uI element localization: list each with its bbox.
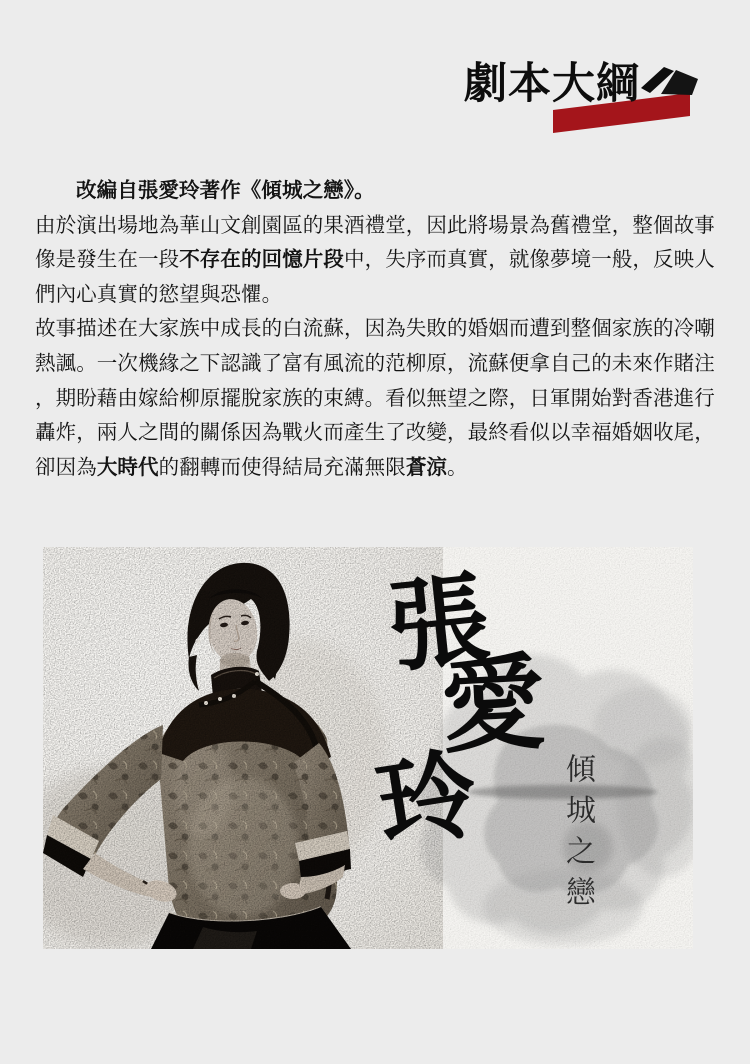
synopsis-bold-text: 不存在的回憶片段 [179,249,345,272]
calligraphy-char-ai: 愛 [438,646,548,767]
synopsis-line [35,347,721,382]
photo-collage [43,547,693,949]
calligraphy-char-ling: 玲 [371,740,485,864]
synopsis-line [35,451,721,486]
synopsis-line [35,174,721,209]
calligraphy-char-zhang: 張 [383,564,495,685]
synopsis-bold-text: 改編自張愛玲著作《傾城之戀》。 [76,180,375,202]
folded-ribbon-icon [634,62,704,98]
synopsis-text: 轟炸，兩人之間的關係因為戰火而產生了改變，最終看似以幸福婚姻收尾， [35,422,715,445]
page-title: 劇本大綱 [464,61,640,108]
synopsis-text: 像是發生在一段 [35,249,180,272]
synopsis-line [35,278,721,313]
synopsis-text: ，期盼藉由嫁給柳原擺脫家族的束縛。看似無望之際，日軍開始對香港進行 [35,387,715,410]
synopsis-text: 的翻轉而使得結局充滿無限 [158,456,406,479]
synopsis-line [35,416,721,451]
synopsis-line [35,312,721,347]
synopsis-text: 們內心真實的慾望與恐懼。 [35,283,283,306]
synopsis-text: 中，失序而真實，就像夢境一般，反映人 [344,249,715,272]
synopsis-text: 由於演出場地為華山文創園區的果酒禮堂，因此將場景為舊禮堂，整個故事 [35,214,715,237]
synopsis-bold-text: 蒼涼 [405,456,448,479]
synopsis-line [35,209,721,244]
synopsis-bold-text: 大時代 [96,456,159,479]
synopsis-text: 故事描述在大家族中成長的白流蘇，因為失敗的婚姻而遭到整個家族的冷嘲 [35,318,715,341]
synopsis-text: 。 [447,456,468,479]
synopsis [35,174,721,485]
book-title-vertical: 傾城之戀 [561,753,594,917]
synopsis-line [35,243,721,278]
synopsis-text: 熱諷。一次機緣之下認識了富有風流的范柳原，流蘇便拿自己的未來作賭注 [35,352,715,375]
synopsis-text: 卻因為 [35,456,97,479]
synopsis-line [35,382,721,417]
